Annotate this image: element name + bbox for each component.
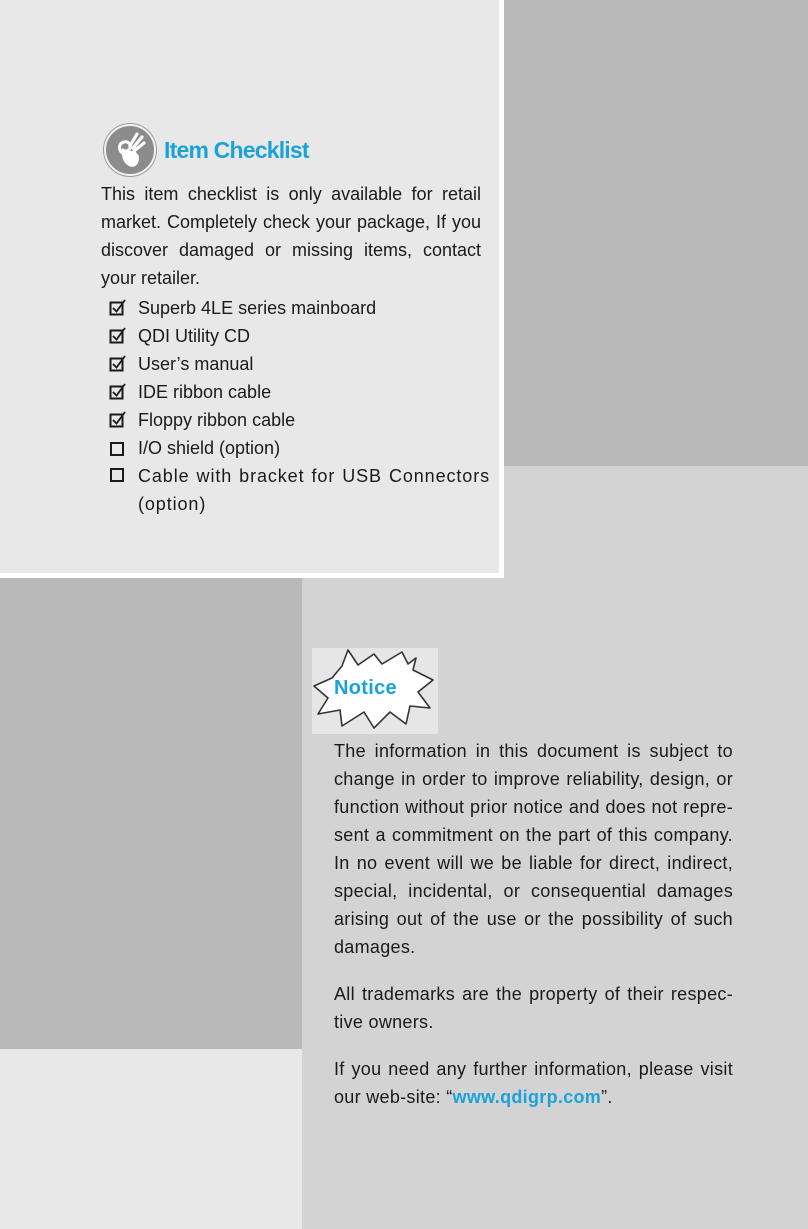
checklist-item-label: QDI Utility CD [138,326,250,346]
checklist-title: Item Checklist [164,136,309,163]
checklist-item [108,434,490,462]
checklist-item-label: Floppy ribbon cable [138,410,296,430]
checklist-items [108,294,490,518]
item-checklist-panel [0,0,504,578]
background-block-top-right [500,0,808,466]
checklist-item [108,378,490,406]
checked-box-icon [108,294,138,322]
background-block-bottom-left [0,1049,302,1229]
checklist-item-label: User’s manual [138,354,254,374]
notice-paragraph: All trademarks are the property of their respec-tive owners. [334,984,733,1032]
checked-box-icon [108,350,138,378]
checklist-item-label: Cable with bracket for USB Connectors (option) [138,466,490,514]
website-link[interactable]: www.qdigrp.com [452,1087,602,1107]
checklist-item [108,406,490,434]
background-block-middle-left [0,578,302,1049]
checklist-item [108,462,490,518]
notice-badge [312,648,438,734]
ok-hand-icon [104,124,156,176]
checklist-item-label: IDE ribbon cable [138,382,272,402]
checklist-item-label: Superb 4LE series mainboard [138,298,377,318]
notice-label: Notice [334,677,397,699]
checked-box-icon [108,378,138,406]
checked-box-icon [108,406,138,434]
notice-paragraph-text: ”. [601,1087,613,1107]
notice-paragraph-text: If you need any further information, please visit our web-site: “ [334,1059,733,1107]
notice-paragraph [334,1055,733,1111]
empty-box-icon [108,434,138,462]
checklist-item [108,294,490,322]
notice-paragraph: The information in this document is subject to change in order to improve reliability, design, or function without prior notice and does not repre-sent a commitment on the part of this company. In no event will we be liable for direct, indirect, special, incidental, or consequential damages arising out of the use or the possibility of such damages. [334,741,733,957]
checklist-heading [104,124,309,176]
checklist-intro: This item checklist is only available for retail market. Completely check your package, If you discover damaged or missing items, contact your retailer. [101,184,481,288]
checked-box-icon [108,322,138,350]
notice-body [334,737,733,1130]
checklist-item [108,350,490,378]
checklist-item-label: I/O shield (option) [138,438,281,458]
empty-box-icon [108,462,138,490]
checklist-item [108,322,490,350]
